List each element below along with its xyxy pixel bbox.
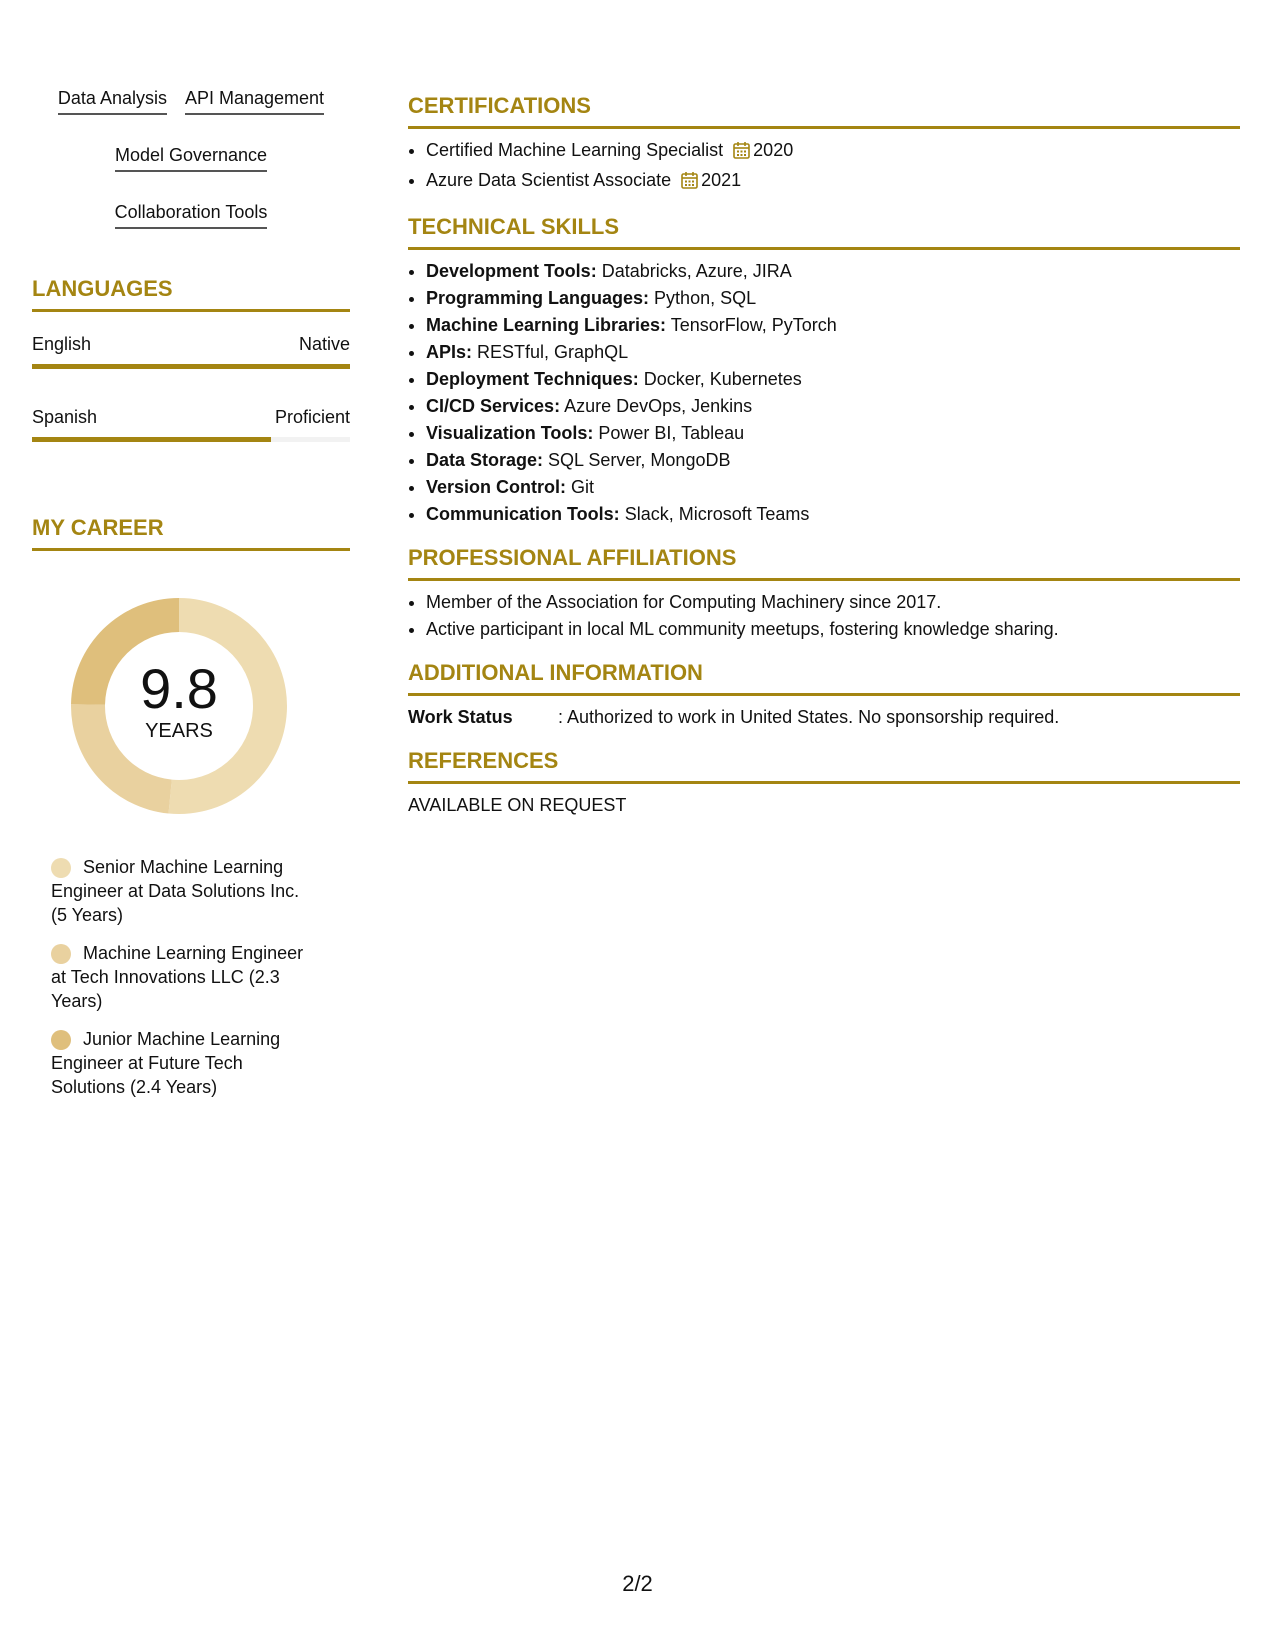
skill-chips — [32, 86, 350, 229]
skill-chip: API Management — [185, 86, 324, 115]
left-column — [32, 86, 350, 1113]
language-item — [32, 332, 350, 369]
skill-chip: Data Analysis — [58, 86, 167, 115]
skill-item — [426, 258, 1240, 285]
language-level: Native — [298, 334, 350, 354]
certification-name: Azure Data Scientist Associate — [426, 170, 672, 190]
technical-skills-heading: TECHNICAL SKILLS — [408, 213, 1240, 250]
skill-value: Git — [571, 477, 595, 497]
certifications-heading: CERTIFICATIONS — [408, 92, 1240, 129]
language-item — [32, 405, 350, 442]
skill-item — [426, 366, 1240, 393]
languages-section — [32, 275, 350, 442]
certification-year: 2020 — [753, 140, 794, 160]
affiliation-item: • Active participant in local ML community meetups, fostering knowledge sharing. — [426, 616, 1240, 643]
additional-info-section — [408, 659, 1240, 731]
right-column — [408, 92, 1240, 835]
skill-item — [426, 474, 1240, 501]
legend-dot — [51, 858, 71, 878]
career-legend-item — [51, 1027, 316, 1099]
skill-value: SQL Server, MongoDB — [548, 450, 731, 470]
language-level: Proficient — [274, 407, 350, 427]
languages-heading: LANGUAGES — [32, 275, 350, 312]
skill-label: Data Storage: — [426, 450, 544, 470]
skill-label: CI/CD Services: — [426, 396, 561, 416]
certification-item — [426, 167, 1240, 197]
skill-item — [426, 285, 1240, 312]
technical-skills-section — [408, 213, 1240, 528]
skill-value: Databricks, Azure, JIRA — [601, 261, 792, 281]
skill-value: RESTful, GraphQL — [477, 342, 629, 362]
work-status-value: : Authorized to work in United States. No sponsorship required. — [558, 707, 1060, 727]
skill-item — [426, 312, 1240, 339]
career-total-years: 9.8 — [140, 657, 218, 720]
career-role: Junior Machine Learning Engineer at Future Tech Solutions (2.4 Years) — [51, 1029, 281, 1097]
career-role: Machine Learning Engineer at Tech Innovations LLC (2.3 Years) — [51, 943, 304, 1011]
skill-item — [426, 339, 1240, 366]
certification-name: Certified Machine Learning Specialist — [426, 140, 724, 160]
skill-label: Visualization Tools: — [426, 423, 594, 443]
skill-value: Python, SQL — [654, 288, 757, 308]
language-bar — [32, 437, 350, 442]
skill-value: Azure DevOps, Jenkins — [564, 396, 753, 416]
references-heading: REFERENCES — [408, 747, 1240, 784]
skill-item — [426, 501, 1240, 528]
certification-item — [426, 137, 1240, 167]
career-role: Senior Machine Learning Engineer at Data Solutions Inc. (5 Years) — [51, 857, 300, 925]
calendar-icon — [681, 170, 698, 197]
language-bar-fill — [32, 437, 271, 442]
skill-chip: Collaboration Tools — [115, 200, 268, 229]
additional-info-heading: ADDITIONAL INFORMATION — [408, 659, 1240, 696]
skill-value: Power BI, Tableau — [598, 423, 745, 443]
skill-label: Version Control: — [426, 477, 567, 497]
skill-label: Machine Learning Libraries: — [426, 315, 667, 335]
affiliations-heading: PROFESSIONAL AFFILIATIONS — [408, 544, 1240, 581]
career-section — [32, 514, 350, 1099]
work-status-label: Work Status — [408, 707, 513, 727]
affiliations-section — [408, 544, 1240, 643]
references-text: AVAILABLE ON REQUEST — [408, 795, 627, 815]
career-years-unit: YEARS — [145, 720, 213, 742]
calendar-icon — [733, 140, 750, 167]
skill-item — [426, 420, 1240, 447]
skill-item — [426, 393, 1240, 420]
page-number: 2/2 — [622, 1571, 653, 1596]
certification-year: 2021 — [701, 170, 742, 190]
career-legend — [51, 855, 316, 1099]
language-name: Spanish — [32, 407, 98, 427]
career-heading: MY CAREER — [32, 514, 350, 551]
career-legend-item — [51, 855, 316, 927]
skill-item — [426, 447, 1240, 474]
certifications-section — [408, 92, 1240, 197]
skill-label: Deployment Techniques: — [426, 369, 639, 389]
legend-dot — [51, 1030, 71, 1050]
references-section — [408, 747, 1240, 819]
skill-label: Development Tools: — [426, 261, 597, 281]
skill-label: Programming Languages: — [426, 288, 650, 308]
skill-chip: Model Governance — [115, 143, 267, 172]
skill-label: Communication Tools: — [426, 504, 620, 524]
legend-dot — [51, 944, 71, 964]
language-bar — [32, 364, 350, 369]
career-donut — [64, 591, 294, 821]
affiliation-item: • Member of the Association for Computing Machinery since 2017. — [426, 589, 1240, 616]
career-legend-item — [51, 941, 316, 1013]
skill-value: Docker, Kubernetes — [643, 369, 802, 389]
skill-value: TensorFlow, PyTorch — [670, 315, 837, 335]
skill-label: APIs: — [426, 342, 473, 362]
skill-value: Slack, Microsoft Teams — [624, 504, 810, 524]
language-bar-fill — [32, 364, 350, 369]
language-name: English — [32, 334, 92, 354]
